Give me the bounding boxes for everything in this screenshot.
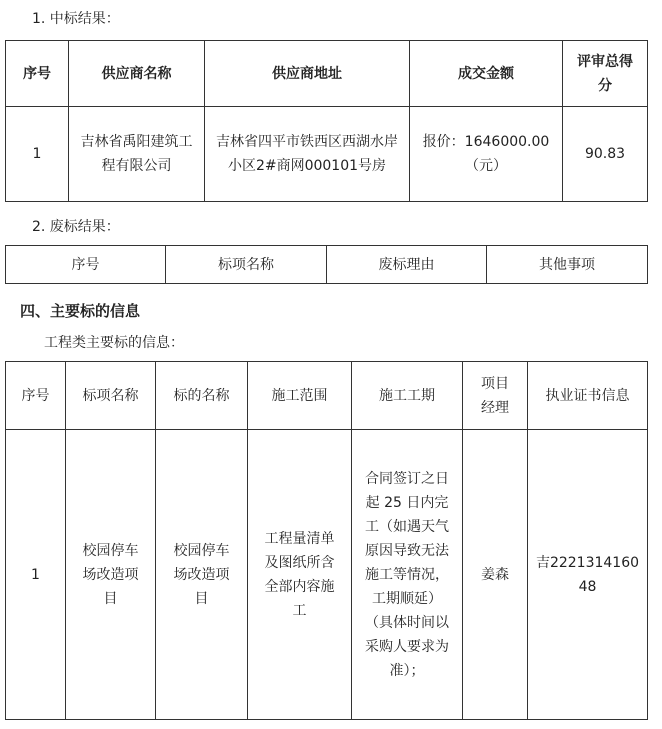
section-1-label: 1. 中标结果： xyxy=(32,11,120,27)
header-certificate: 执业证书信息 xyxy=(528,362,648,430)
cell-subject-name: 校园停车场改造项目 xyxy=(156,430,248,720)
cell-certificate: 吉222131416048 xyxy=(528,430,648,720)
cell-index: 1 xyxy=(6,430,66,720)
header-item-name: 标项名称 xyxy=(166,246,327,284)
header-reason: 废标理由 xyxy=(327,246,487,284)
header-other: 其他事项 xyxy=(487,246,648,284)
cell-index: 1 xyxy=(6,107,69,202)
main-subject-table xyxy=(5,361,648,720)
header-amount: 成交金额 xyxy=(410,41,563,107)
failed-bid-table xyxy=(5,245,648,284)
header-index: 序号 xyxy=(6,246,166,284)
cell-supplier-address: 吉林省四平市铁西区西湖水岸小区2#商网000101号房 xyxy=(205,107,410,202)
section-2-label: 2. 废标结果： xyxy=(32,219,120,235)
header-supplier-name: 供应商名称 xyxy=(69,41,205,107)
header-scope: 施工范围 xyxy=(248,362,352,430)
cell-amount: 报价：1646000.00（元） xyxy=(410,107,563,202)
section-4-heading: 四、主要标的信息 xyxy=(20,302,141,320)
header-score: 评审总得分 xyxy=(563,41,648,107)
cell-duration: 合同签订之日起 25 日内完工（如遇天气原因导致无法施工等情况，工期顺延）（具体时间以采购人要求为准）； xyxy=(352,430,463,720)
cell-supplier-name: 吉林省禹阳建筑工程有限公司 xyxy=(69,107,205,202)
award-result-table xyxy=(5,40,648,202)
cell-manager: 姜森 xyxy=(463,430,528,720)
header-duration: 施工工期 xyxy=(352,362,463,430)
cell-item-name: 校园停车场改造项目 xyxy=(66,430,156,720)
header-index: 序号 xyxy=(6,362,66,430)
header-subject-name: 标的名称 xyxy=(156,362,248,430)
header-supplier-address: 供应商地址 xyxy=(205,41,410,107)
header-item-name: 标项名称 xyxy=(66,362,156,430)
header-manager: 项目经理 xyxy=(463,362,528,430)
section-4-sublabel: 工程类主要标的信息： xyxy=(44,335,184,351)
cell-scope: 工程量清单及图纸所含全部内容施工 xyxy=(248,430,352,720)
header-index: 序号 xyxy=(6,41,69,107)
cell-score: 90.83 xyxy=(563,107,648,202)
